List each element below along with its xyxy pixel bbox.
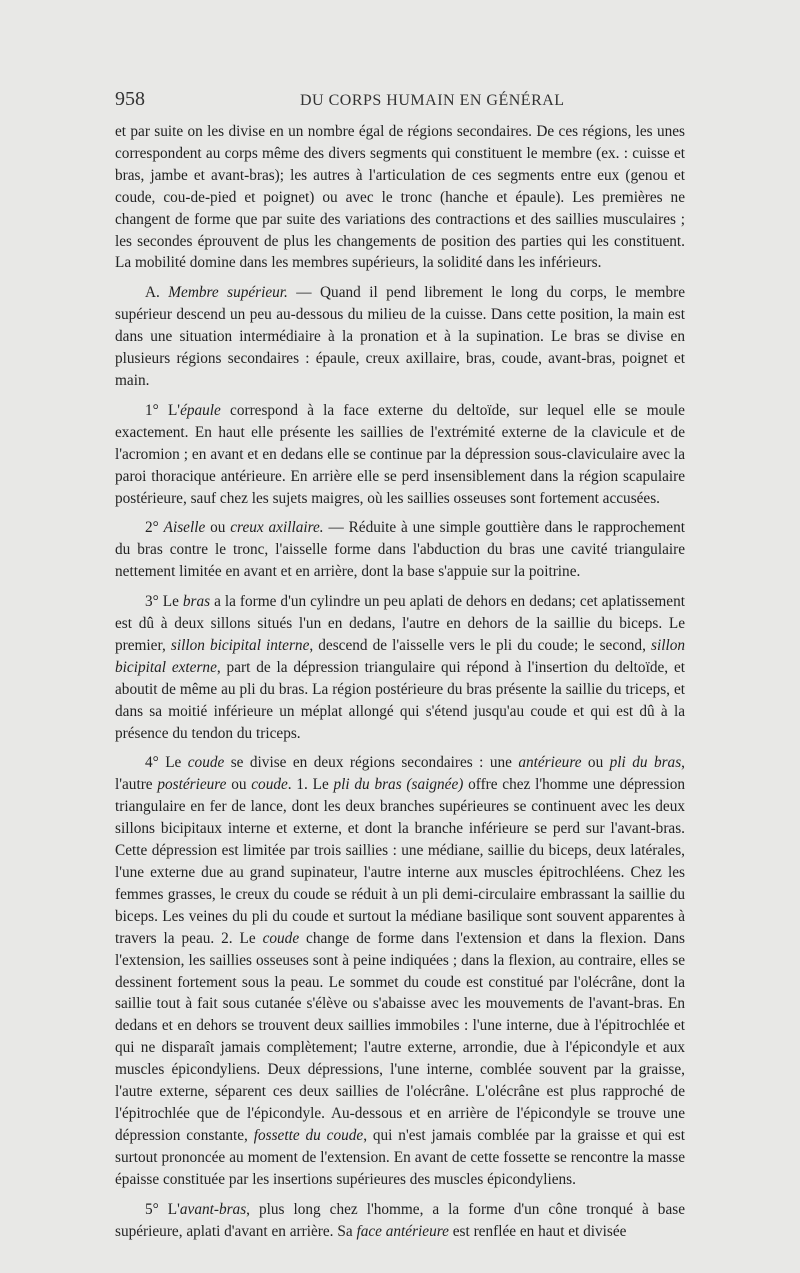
text-run: et par suite on les divise en un nombre égal de régions secondaires. De ces régions, les unes correspondent au corps même des divers segments qui constituent le membre (ex. : cuisse et bras, jambe et avant-bras); les autres à l'articulation de ces segments entre eux (genou et coude, cou-de-pied et poignet) ou avec le tronc (hanche et épaule). Les premières ne changent de forme que par suite des variations des contractions et des saillies musculaires ; les secondes éprouvent de plus les changements de position des parties qui les constituent. La mobilité domine dans les membres supérieurs, la solidité dans les inférieurs. — [115, 123, 685, 272]
italic-term: face antérieure — [356, 1222, 449, 1240]
text-run: a la forme d'un cylindre un peu aplati de dehors en dedans; cet aplatissement est dû à deux sillons situés l'un en dedans, l'autre en dehors de la saillie du biceps. Le premier, — [115, 593, 685, 654]
paragraph — [115, 400, 685, 510]
italic-term: Membre supérieur. — [168, 284, 288, 302]
text-run: , qui n'est jamais comblée par la graisse et qui est surtout prononcée au moment de l'extension. En avant de cette fossette se rencontre la masse épaisse constituée par les insertions supérieures des muscles épicondyliens. — [115, 1126, 685, 1188]
italic-term: bras — [182, 593, 211, 611]
italic-term: pli du bras (saignée) — [333, 776, 464, 794]
text-run: , plus long chez l'homme, a la forme d'un cône tronqué à base supérieure, aplati d'avant en arrière. Sa — [115, 1200, 685, 1240]
text-run: ou — [581, 754, 610, 772]
paragraph — [115, 752, 685, 1190]
text-run: — Quand il pend librement le long du corps, le membre supérieur descend un peu au-dessous du milieu de la cuisse. Dans cette position, la main est dans une situation intermédiaire à la pronation et à la supination. Le bras se divise en plusieurs régions secondaires : épaule, creux axillaire, bras, coude, avant-bras, poignet et main. — [115, 284, 685, 389]
running-title: DU CORPS HUMAIN EN GÉNÉRAL — [300, 92, 565, 109]
paragraph — [115, 1199, 685, 1243]
page-number: 958 — [115, 88, 145, 110]
italic-term: sillon bicipital externe — [115, 636, 685, 676]
text-run: 4° Le — [145, 754, 188, 772]
text-run: 3° Le — [145, 593, 183, 611]
italic-term: antérieure — [518, 754, 582, 772]
text-run: ou — [226, 776, 252, 794]
paragraph — [115, 282, 685, 392]
text-run: 2° — [145, 519, 164, 537]
text-run: , l'autre — [115, 754, 685, 794]
text-run: , descend de l'aisselle vers le pli du coude; le second, — [309, 636, 651, 654]
text-run: , part de la dépression triangulaire qui répond à l'insertion du deltoïde, et aboutit de même au pli du bras. La région postérieure du bras présente la saillie du triceps, et dans sa moitié inférieure un méplat allongé qui s'étend jusqu'au coude et qui est dû à la présence du tendon du triceps. — [115, 658, 685, 742]
italic-term: coude — [262, 929, 300, 947]
italic-term: avant-bras — [179, 1200, 247, 1218]
italic-term: fossette du coude — [253, 1126, 364, 1144]
text-run: — Réduite à une simple gouttière dans le rapprochement du bras contre le tronc, l'aisselle forme dans l'abduction du bras une cavité triangulaire nettement limitée en avant et en arrière, dont la base s'appuie sur la poitrine. — [115, 519, 685, 581]
italic-term: creux axillaire. — [230, 519, 324, 537]
paragraph — [115, 591, 685, 744]
text-run: 5° L' — [145, 1200, 180, 1218]
text-run: correspond à la face externe du deltoïde, sur lequel elle se moule exactement. En haut elle présente les saillies de l'extrémité externe de la clavicule et de l'acromion ; en avant et en dedans elle se continue par la dépression sous-claviculaire avec la paroi thoracique antérieure. En arrière elle se perd insensiblement dans la région scapulaire postérieure, sauf chez les sujets maigres, où les saillies osseuses sont fortement accusées. — [115, 401, 685, 507]
paragraph — [115, 121, 685, 274]
text-run: se divise en deux régions secondaires : une — [224, 754, 519, 772]
text-run: offre chez l'homme une dépression triangulaire en fer de lance, dont les deux branches supérieures se continuent avec les deux sillons bicipitaux interne et externe, et dont la branche inférieure se perd sur l'avant-bras. Cette dépression est limitée par trois saillies : une médiane, saillie du biceps, deux latérales, l'une externe due au grand supinateur, l'autre interne aux muscles épitrochléens. Chez les femmes grasses, le creux du coude se réduit à un pli demi-circulaire embrassant la saillie du biceps. Les veines du pli du coude et surtout la médiane basilique sont souvent apparentes à travers la peau. 2. Le — [115, 776, 685, 947]
text-run: A. — [145, 284, 169, 302]
paragraph — [115, 517, 685, 583]
page-header — [110, 88, 682, 114]
text-run: . 1. Le — [287, 776, 334, 794]
italic-term: sillon bicipital interne — [170, 636, 310, 654]
italic-term: coude — [187, 754, 225, 772]
italic-term: Aiselle — [163, 519, 206, 537]
italic-term: postérieure — [157, 776, 227, 794]
text-run: ou — [205, 519, 231, 537]
italic-term: épaule — [180, 401, 221, 419]
italic-term: coude — [251, 776, 288, 794]
text-run: change de forme dans l'extension et dans la flexion. Dans l'extension, les saillies osseuses sont à peine indiquées ; dans la flexion, au contraire, elles se dessinent fortement sous la peau. Le sommet du coude est constitué par l'olécrâne, dont la saillie tout à fait sous cutanée s'élève ou s'abaisse avec les mouvements de l'avant-bras. En dedans et en dehors se trouvent deux saillies immobiles : l'une interne, due à l'épitrochlée et qui ne disparaît jamais complètement; l'autre externe, arrondie, due à l'épicondyle et aux muscles épicondyliens. Deux dépressions, l'une interne, comblée souvent par la graisse, l'autre externe, séparent ces deux saillies de l'olécrâne. L'olécrâne est plus rapproché de l'épitrochlée que de l'épicondyle. Au-dessous et en arrière de l'épicondyle se trouve une dépression constante, — [115, 929, 685, 1144]
body-text — [115, 121, 685, 1250]
italic-term: pli du bras — [609, 754, 682, 772]
text-run: est renflée en haut et divisée — [448, 1222, 627, 1240]
text-run: 1° L' — [145, 401, 181, 419]
